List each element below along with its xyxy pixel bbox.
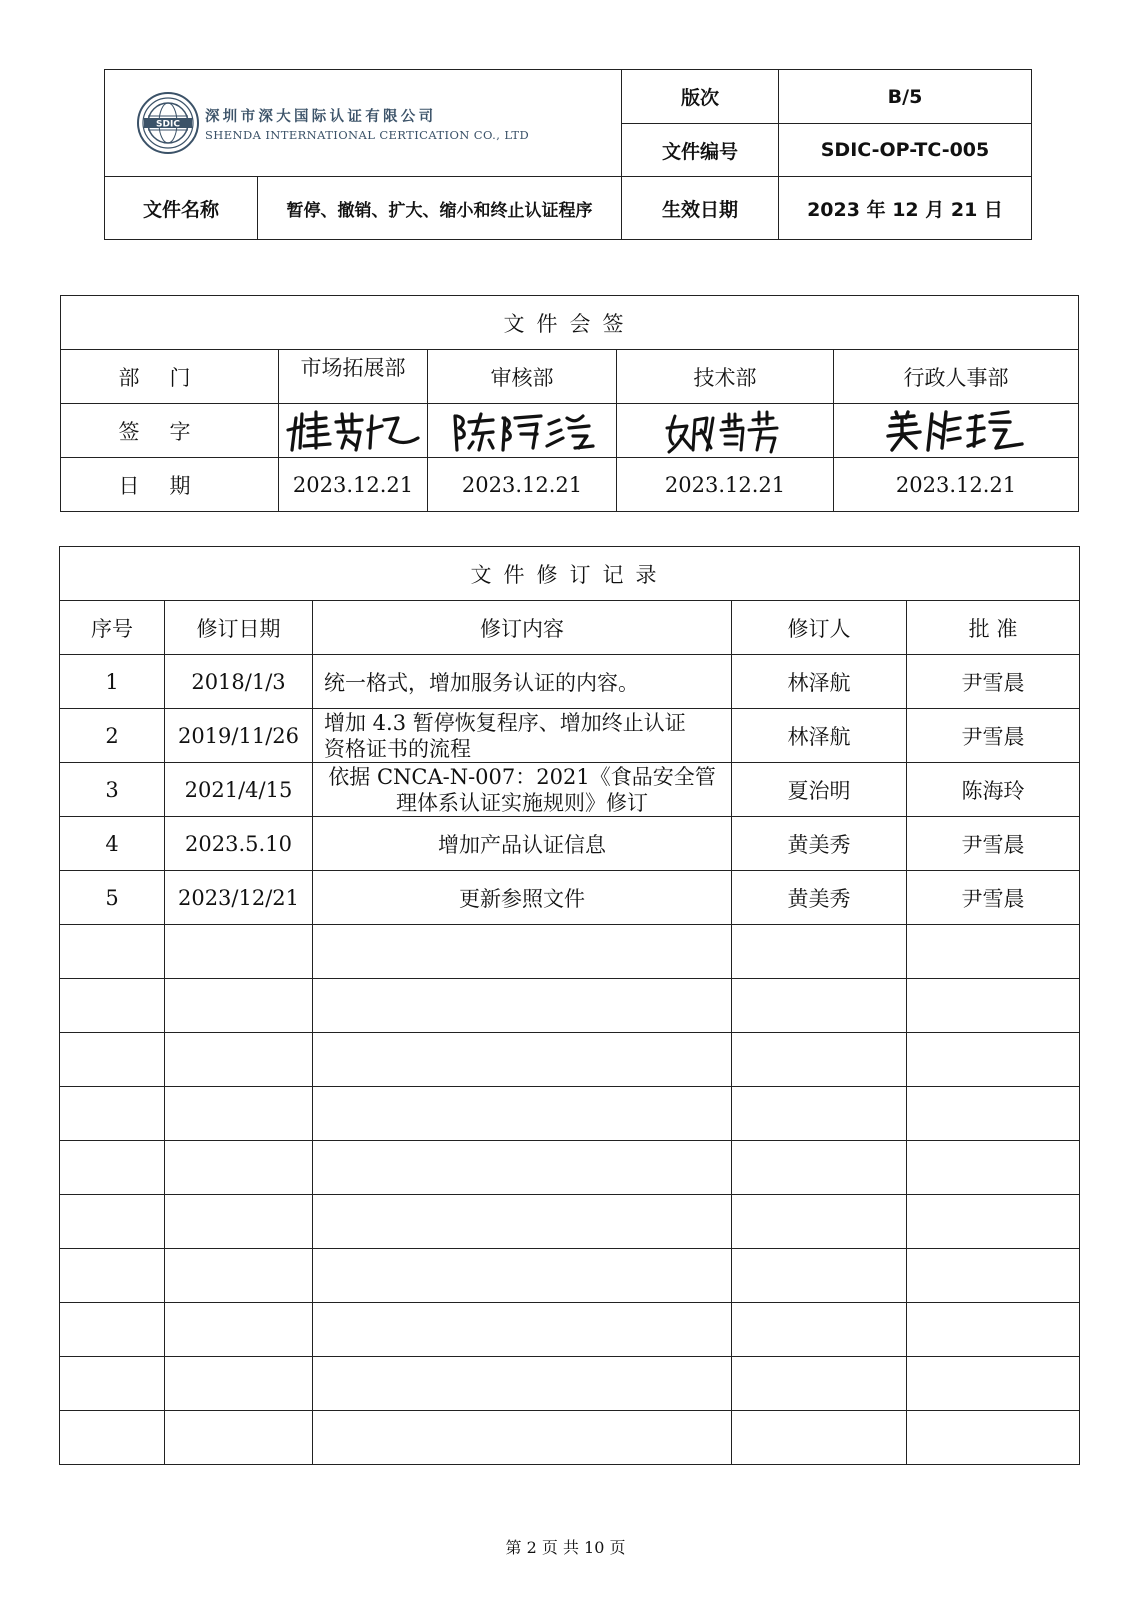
revision-content — [313, 763, 732, 817]
signature-cell — [617, 404, 834, 458]
column-header: 序号 — [60, 601, 165, 655]
empty-table-row — [60, 1141, 1080, 1195]
empty-cell — [732, 1249, 907, 1303]
revision-no: 2 — [60, 709, 165, 763]
handwritten-signature — [447, 408, 597, 454]
effective-date-label: 生效日期 — [622, 177, 779, 240]
revision-date: 2023/12/21 — [165, 871, 313, 925]
doc-number-label: 文件编号 — [622, 124, 779, 177]
empty-table-row — [60, 1303, 1080, 1357]
signature-cell — [428, 404, 617, 458]
revision-date: 2023.5.10 — [165, 817, 313, 871]
empty-cell — [732, 1303, 907, 1357]
date-label: 日期 — [61, 458, 279, 512]
empty-cell — [165, 1249, 313, 1303]
empty-cell — [907, 925, 1080, 979]
company-name-en: SHENDA INTERNATIONAL CERTICATION CO., LTD — [205, 127, 530, 142]
dept-name: 市场拓展部 — [279, 350, 428, 404]
empty-cell — [313, 1141, 732, 1195]
empty-cell — [313, 1195, 732, 1249]
revision-record-table — [59, 546, 1080, 1465]
company-logo-cell — [105, 70, 622, 177]
doc-number-value: SDIC-OP-TC-005 — [779, 124, 1032, 177]
revision-date: 2021/4/15 — [165, 763, 313, 817]
revision-no: 3 — [60, 763, 165, 817]
table-row — [60, 763, 1080, 817]
signoff-date: 2023.12.21 — [428, 458, 617, 512]
effective-date-value: 2023 年 12 月 21 日 — [779, 177, 1032, 240]
revision-content-line: 依据 CNCA-N-007：2021《食品安全管 — [328, 764, 716, 789]
revision-content: 统一格式，增加服务认证的内容。 — [313, 655, 732, 709]
handwritten-signature — [884, 408, 1029, 454]
empty-cell — [60, 1087, 165, 1141]
approver: 尹雪晨 — [907, 871, 1080, 925]
empty-cell — [60, 1357, 165, 1411]
empty-cell — [907, 1141, 1080, 1195]
revision-content: 更新参照文件 — [313, 871, 732, 925]
empty-table-row — [60, 1249, 1080, 1303]
signoff-title: 文件会签 — [61, 296, 1079, 350]
revision-content: 增加产品认证信息 — [313, 817, 732, 871]
empty-cell — [313, 1087, 732, 1141]
empty-cell — [165, 1087, 313, 1141]
table-row — [60, 709, 1080, 763]
empty-table-row — [60, 925, 1080, 979]
column-header: 修订内容 — [313, 601, 732, 655]
signoff-date: 2023.12.21 — [617, 458, 834, 512]
empty-cell — [165, 1303, 313, 1357]
doc-name-label: 文件名称 — [105, 177, 258, 240]
empty-cell — [60, 1033, 165, 1087]
column-header: 批 准 — [907, 601, 1080, 655]
empty-cell — [165, 925, 313, 979]
reviser: 林泽航 — [732, 655, 907, 709]
column-header: 修订日期 — [165, 601, 313, 655]
empty-cell — [732, 925, 907, 979]
empty-cell — [313, 1303, 732, 1357]
reviser: 林泽航 — [732, 709, 907, 763]
empty-cell — [313, 1249, 732, 1303]
empty-table-row — [60, 1357, 1080, 1411]
empty-cell — [60, 1195, 165, 1249]
signoff-date: 2023.12.21 — [279, 458, 428, 512]
empty-cell — [907, 1033, 1080, 1087]
column-header: 修订人 — [732, 601, 907, 655]
empty-cell — [165, 1411, 313, 1465]
revision-no: 5 — [60, 871, 165, 925]
empty-cell — [732, 1087, 907, 1141]
signature-cell — [279, 404, 428, 458]
table-row — [60, 817, 1080, 871]
empty-table-row — [60, 1087, 1080, 1141]
empty-cell — [732, 1357, 907, 1411]
dept-name: 审核部 — [428, 350, 617, 404]
revision-content-line: 增加 4.3 暂停恢复程序、增加终止认证 — [324, 710, 686, 735]
table-row — [60, 655, 1080, 709]
doc-name-value: 暂停、撤销、扩大、缩小和终止认证程序 — [258, 177, 622, 240]
empty-cell — [313, 925, 732, 979]
company-name-cn: 深圳市深大国际认证有限公司 — [205, 108, 437, 125]
revision-content — [313, 709, 732, 763]
empty-cell — [165, 1141, 313, 1195]
empty-cell — [907, 1087, 1080, 1141]
reviser: 黄美秀 — [732, 871, 907, 925]
approver: 尹雪晨 — [907, 655, 1080, 709]
empty-cell — [732, 1195, 907, 1249]
empty-cell — [732, 1141, 907, 1195]
empty-cell — [732, 979, 907, 1033]
document-header — [104, 69, 1032, 240]
revision-no: 1 — [60, 655, 165, 709]
revision-date: 2019/11/26 — [165, 709, 313, 763]
approver: 尹雪晨 — [907, 817, 1080, 871]
empty-cell — [60, 1249, 165, 1303]
empty-cell — [732, 1033, 907, 1087]
empty-cell — [907, 1195, 1080, 1249]
revision-title: 文件修订记录 — [60, 547, 1080, 601]
empty-cell — [165, 979, 313, 1033]
dept-label: 部门 — [61, 350, 279, 404]
empty-cell — [60, 1411, 165, 1465]
logo-text: SDIC — [156, 119, 180, 130]
empty-cell — [907, 1249, 1080, 1303]
signoff-table — [60, 295, 1079, 512]
page-number: 第 2 页 共 10 页 — [505, 1538, 626, 1557]
empty-cell — [313, 979, 732, 1033]
company-logo-icon — [137, 92, 199, 154]
empty-cell — [907, 1411, 1080, 1465]
empty-cell — [732, 1411, 907, 1465]
version-label: 版次 — [622, 70, 779, 124]
empty-table-row — [60, 1411, 1080, 1465]
handwritten-signature — [663, 408, 788, 454]
signature-cell — [834, 404, 1079, 458]
table-row — [60, 871, 1080, 925]
empty-cell — [907, 979, 1080, 1033]
empty-cell — [313, 1411, 732, 1465]
signoff-date: 2023.12.21 — [834, 458, 1079, 512]
approver: 陈海玲 — [907, 763, 1080, 817]
empty-cell — [60, 1303, 165, 1357]
empty-cell — [60, 925, 165, 979]
empty-cell — [907, 1303, 1080, 1357]
empty-cell — [165, 1195, 313, 1249]
dept-name: 技术部 — [617, 350, 834, 404]
empty-cell — [60, 1141, 165, 1195]
reviser: 黄美秀 — [732, 817, 907, 871]
empty-cell — [60, 979, 165, 1033]
signature-label: 签字 — [61, 404, 279, 458]
empty-cell — [313, 1357, 732, 1411]
revision-content-line: 理体系认证实施规则》修订 — [396, 790, 648, 815]
empty-cell — [313, 1033, 732, 1087]
revision-date: 2018/1/3 — [165, 655, 313, 709]
empty-cell — [165, 1033, 313, 1087]
empty-table-row — [60, 979, 1080, 1033]
revision-content-line: 资格证书的流程 — [324, 736, 471, 761]
empty-cell — [165, 1357, 313, 1411]
version-value: B/5 — [779, 70, 1032, 124]
reviser: 夏治明 — [732, 763, 907, 817]
dept-name: 行政人事部 — [834, 350, 1079, 404]
approver: 尹雪晨 — [907, 709, 1080, 763]
handwritten-signature — [286, 408, 421, 454]
revision-no: 4 — [60, 817, 165, 871]
empty-table-row — [60, 1033, 1080, 1087]
empty-table-row — [60, 1195, 1080, 1249]
empty-cell — [907, 1357, 1080, 1411]
